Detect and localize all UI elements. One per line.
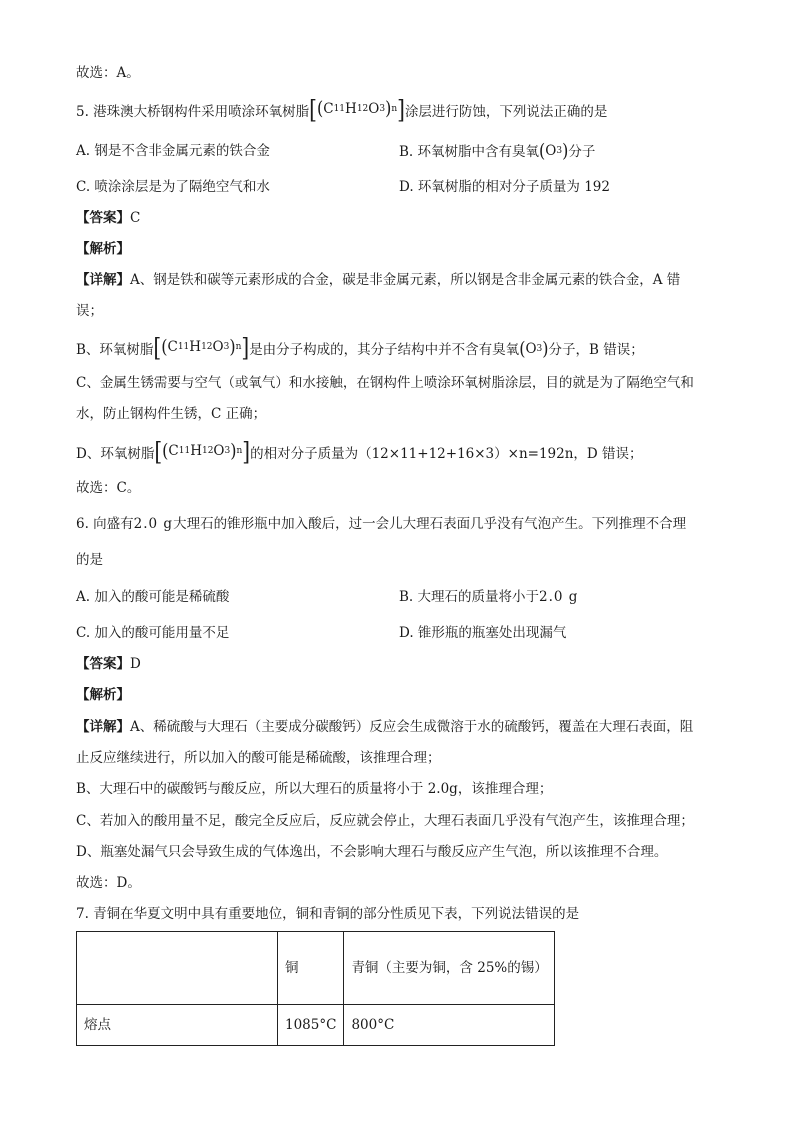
epoxy-formula: [ ( C 11 H 12 O 3 ) n ] — [309, 94, 405, 124]
q5-detail-d: D、环氧树脂 [ ( C 11 H 12 O 3 ) n ] 的相对分子质量为（12×11+12+16×3）×n=192n，D 错误； — [76, 436, 643, 466]
q6-option-c: C. 加入的酸可能用量不足 — [76, 625, 230, 641]
q5-detail-c: C、金属生锈需要与空气（或氧气）和水接触，在钢构件上喷涂环氧树脂涂层，目的就是为了隔绝空气和 — [76, 375, 694, 391]
table-header-cell — [77, 932, 278, 1005]
q5-option-d: D. 环氧树脂的相对分子质量为 192 — [399, 179, 610, 195]
ozone-formula: ( O 3 ) — [539, 139, 569, 162]
answer-conclusion-q4: 故选：A。 — [76, 65, 140, 81]
ozone-formula-2: ( O 3 ) — [519, 337, 549, 360]
q6-detail-b: B、大理石中的碳酸钙与酸反应，所以大理石的质量将小于 2.0g，该推理合理； — [76, 781, 553, 797]
q6-analysis-heading: 【解析】 — [76, 687, 130, 703]
table-cell: 1085°C — [278, 1005, 344, 1046]
q5-option-b: B. 环氧树脂中含有臭氧 ( O 3 ) 分子 — [399, 139, 596, 162]
table-header-row — [77, 932, 555, 1005]
q6-detail-a: 【详解】A、稀硫酸与大理石（主要成分碳酸钙）反应会生成微溶于水的硫酸钙，覆盖在大理石表面，阻 — [76, 719, 694, 735]
q6-option-a: A. 加入的酸可能是稀硫酸 — [76, 589, 230, 605]
q5-analysis-heading: 【解析】 — [76, 241, 130, 257]
table-cell: 熔点 — [77, 1005, 278, 1046]
q6-option-b: B. 大理石的质量将小于2.0 g — [399, 589, 579, 605]
properties-table — [76, 931, 555, 1046]
q5-conclusion: 故选：C。 — [76, 480, 141, 496]
q5-option-c: C. 喷涂涂层是为了隔绝空气和水 — [76, 179, 270, 195]
q5-detail-a: 【详解】A、钢是铁和碳等元素形成的合金，碳是非金属元素，所以钢是含非金属元素的铁合金，A 错 — [76, 272, 681, 288]
question-6-stem: 6. 向盛有2.0 g大理石的锥形瓶中加入酸后，过一会儿大理石表面几乎没有气泡产生。下列推理不合理 — [76, 516, 687, 532]
q6-option-d: D. 锥形瓶的瓶塞处出现漏气 — [399, 625, 567, 641]
table-row — [77, 1005, 555, 1046]
question-6-stem-cont: 的是 — [76, 552, 103, 568]
q5-detail-a-cont: 误； — [76, 303, 103, 319]
q5-answer: 【答案】C — [76, 210, 141, 226]
table-header-cell: 铜 — [278, 932, 344, 1005]
q6-conclusion: 故选：D。 — [76, 875, 141, 891]
question-5-stem: 5. 港珠澳大桥钢构件采用喷涂环氧树脂 [ ( C 11 H 12 O 3 ) n ] 涂层进行防蚀，下列说法正确的是 — [76, 94, 608, 124]
table-cell: 800°C — [344, 1005, 555, 1046]
q6-detail-d: D、瓶塞处漏气只会导致生成的气体逸出，不会影响大理石与酸反应产生气泡，所以该推理不合理。 — [76, 844, 668, 860]
q6-detail-a-cont: 止反应继续进行，所以加入的酸可能是稀硫酸，该推理合理； — [76, 750, 441, 766]
epoxy-formula-2: [ ( C 11 H 12 O 3 ) n ] — [153, 332, 250, 362]
q6-detail-c: C、若加入的酸用量不足，酸完全反应后，反应就会停止，大理石表面几乎没有气泡产生，该推理合理； — [76, 813, 694, 829]
epoxy-formula-3: [ ( C 11 H 12 O 3 ) n ] — [154, 436, 251, 466]
question-7-stem: 7. 青铜在华夏文明中具有重要地位，铜和青铜的部分性质见下表，下列说法错误的是 — [76, 906, 580, 922]
q5-option-a: A. 钢是不含非金属元素的铁合金 — [76, 143, 270, 159]
q5-detail-b: B、环氧树脂 [ ( C 11 H 12 O 3 ) n ] 是由分子构成的，其分子结构中并不含有臭氧 ( O 3 ) 分子，B 错误； — [76, 332, 644, 362]
q6-answer: 【答案】D — [76, 656, 141, 672]
q5-detail-c-cont: 水，防止钢构件生锈，C 正确； — [76, 406, 267, 422]
table-header-cell: 青铜（主要为铜，含 25%的锡） — [344, 932, 555, 1005]
